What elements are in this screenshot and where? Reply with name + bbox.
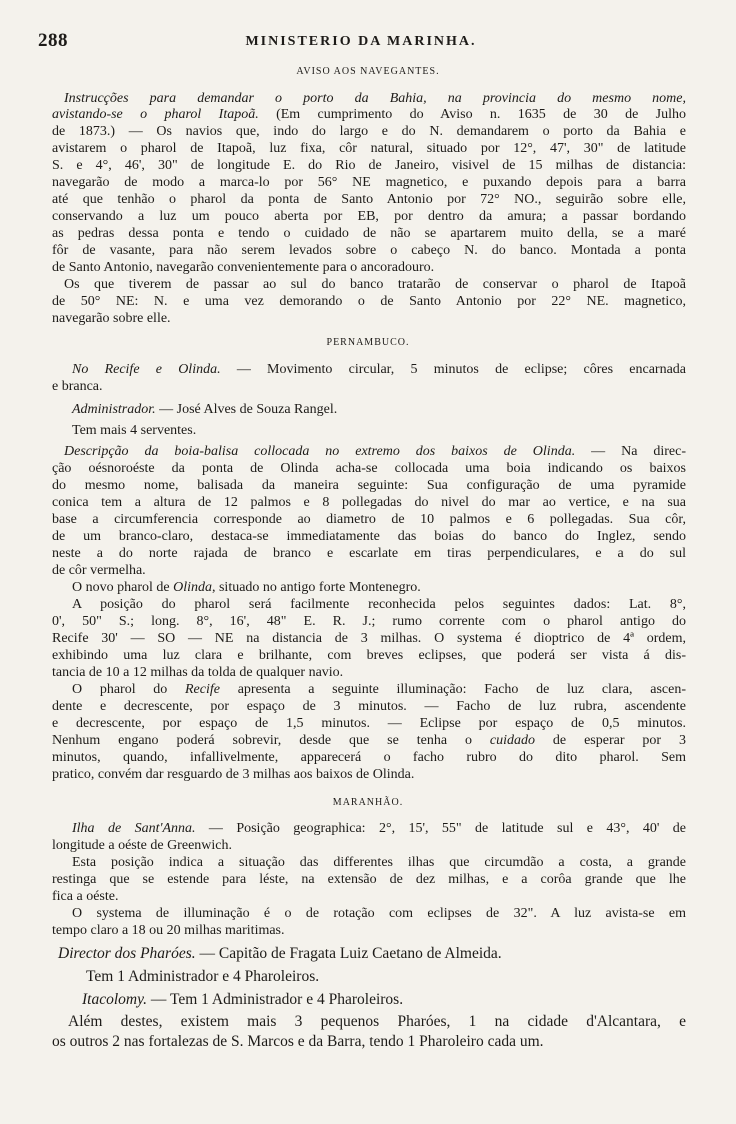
text-line-l47: Tem 1 Administrador e 4 Pharoleiros. [86,968,320,985]
text-line-l11: de Santo Antonio, navegarão convenientemente para o ancoradouro. [52,260,435,275]
text-line-l14: navegarão sobre elle. [52,311,171,326]
running-title: MINISTERIO DA MARINHA. [245,34,477,49]
text-line-l41: Esta posição indica a situação das differentes ilhas que circumdão a costa, a grande [72,855,686,870]
text-line-l49: Além destes, existem mais 3 pequenos Pharóes, 1 na cidade d'Alcantara, e [68,1013,686,1030]
text-line-l34: dente e decrescente, por espaço de 3 minutos. — Facho de luz rubra, ascendente [52,699,686,714]
text-line-l36: Nenhum engano poderá sobrevir, desde que se tenha o cuidado de esperar por 3 [52,733,686,748]
text-line-l10: fôr de vasante, para não serem levados sobre o cabeço N. do banco. Montada a ponta [52,243,686,258]
text-line-l37: minutos, quando, infallivelmente, apparecerá o facho rubro do dito pharol. Sem [52,750,686,765]
text-line-l13: de 50° NE: N. e uma vez demorando o de Santo Antonio por 22° NE. magnetico, [52,294,686,309]
text-line-l45: tempo claro a 18 ou 20 milhas maritimas. [52,923,285,938]
text-line-l12: Os que tiverem de passar ao sul do banco tratarão de conservar o pharol de Itapoã [64,277,686,292]
text-line-l44: O systema de illuminação é o de rotação com eclipses de 32". A luz avista-se em [72,906,686,921]
text-line-l18: Tem mais 4 serventes. [72,423,197,438]
text-line-l06: navegarão de modo a marca-lo por 56° NE magnetico, e puxando depois para a barra [52,175,686,190]
text-line-l05: S. e 4°, 46', 30" de longitude E. do Rio de Janeiro, visivel de 15 milhas de distancia: [52,158,686,173]
text-line-l43: fica a oéste. [52,889,119,904]
section-heading-pernambuco: PERNAMBUCO. [326,337,410,348]
text-line-l38: pratico, convém dar resguardo de 3 milhas aos baixos de Olinda. [52,767,415,782]
text-line-l28: A posição do pharol será facilmente reconhecida pelos seguintes dados: Lat. 8°, [72,597,686,612]
text-line-l32: tancia de 10 a 12 milhas da tolda de qualquer navio. [52,665,344,680]
text-line-l04: avistarem o pharol de Itapoã, luz fixa, côr natural, situado por 12°, 47', 30" de latitude [52,141,686,156]
text-line-l29: 0', 50" S.; long. 8°, 16', 48" E. R. J.; rumo corrente com o pharol antigo do [52,614,686,629]
text-line-l42: restinga que se estende para léste, na extensão de dez milhas, e a corôa grande que lhe [52,872,686,887]
text-line-l46: Director dos Pharóes. — Capitão de Fragata Luiz Caetano de Almeida. [58,945,502,962]
text-line-l25: neste a do norte rajada de branco e escarlate em tiras perpendiculares, e a do sul [52,546,686,561]
text-line-l07: até que tenhão o pharol da ponta de Santo Antonio por 72° NO., seguirão sobre elle, [52,192,686,207]
text-line-l39: Ilha de Sant'Anna. — Posição geographica: 2°, 15', 55" de latitude sul e 43°, 40' de [72,821,686,836]
text-line-l22: conica tem a altura de 12 palmos e 8 pollegadas do nivel do mar ao vertice, e na sua [52,495,686,510]
text-line-l31: exhibindo uma luz clara e brilhante, com breves eclipses, que poderá ser vista á dis- [52,648,686,663]
text-line-l50: os outros 2 nas fortalezas de S. Marcos e da Barra, tendo 1 Pharoleiro cada um. [52,1033,544,1050]
section-heading-aviso: AVISO AOS NAVEGANTES. [296,66,440,77]
text-line-l02: avistando-se o pharol Itapoã. (Em cumprimento do Aviso n. 1635 de 30 de Julho [52,107,686,122]
text-line-l27: O novo pharol de Olinda, situado no antigo forte Montenegro. [72,580,421,595]
text-line-l20: ção oésnoroéste da ponta de Olinda acha-se collocada uma boia indicando os baixos [52,461,686,476]
text-line-l24: de um branco-claro, destaca-se immediatamente das boias do banco do Inglez, sendo [52,529,686,544]
text-line-l21: do mesmo nome, balisada da maneira seguinte: Sua configuração de uma pyramide [52,478,686,493]
text-line-l17: Administrador. — José Alves de Souza Rangel. [72,402,338,417]
page-header [38,30,684,56]
text-line-l19: Descripção da boia-balisa collocada no extremo dos baixos de Olinda. — Na direc- [64,444,686,459]
section-heading-maranhao: MARANHÃO. [332,797,404,808]
text-line-l08: conservando a luz um pouco aberta por EB, por dentro da amura; a passar bordando [52,209,686,224]
text-line-l03: de 1873.) — Os navios que, indo do largo e do N. demandarem o porto da Bahia e [52,124,686,139]
text-line-l01: Instrucções para demandar o porto da Bahia, na provincia do mesmo nome, [64,91,686,106]
text-line-l16: e branca. [52,379,103,394]
text-line-l15: No Recife e Olinda. — Movimento circular, 5 minutos de eclipse; côres encarnada [72,362,686,377]
text-line-l35: e decrescente, por espaço de 1,5 minutos. — Eclipse por espaço de 0,5 minutos. [52,716,686,731]
text-line-l26: de côr vermelha. [52,563,146,578]
text-line-l09: as pedras dessa ponta e tendo o cuidado de não se apartarem muito della, se a maré [52,226,686,241]
text-line-l40: longitude a oéste de Greenwich. [52,838,232,853]
page-number: 288 [38,30,68,51]
text-line-l30: Recife 30' — SO — NE na distancia de 3 milhas. O systema é dioptrico de 4ª ordem, [52,631,686,646]
text-line-l23: base a circumferencia corresponde ao diametro de 10 palmos e 6 pollegadas. Sua côr, [52,512,686,527]
text-line-l48: Itacolomy. — Tem 1 Administrador e 4 Pharoleiros. [82,991,404,1008]
text-line-l33: O pharol do Recife apresenta a seguinte illuminação: Facho de luz clara, ascen- [72,682,686,697]
